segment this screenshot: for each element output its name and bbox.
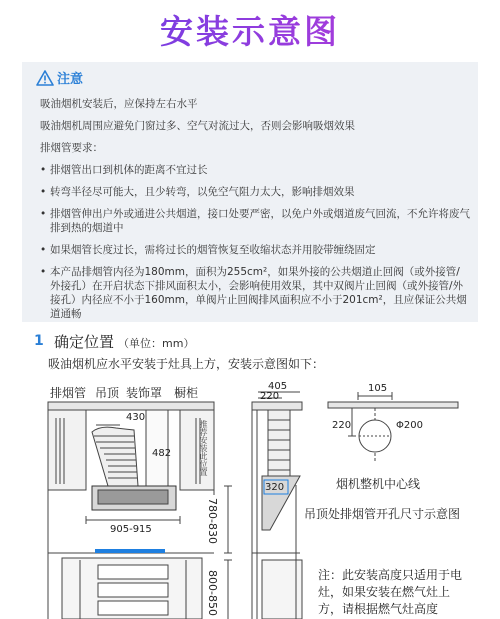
notice-heading-text: 注意: [57, 72, 84, 87]
label-ceiling-hole-title: 吊顶处排烟管开孔尺寸示意图: [304, 507, 461, 521]
notice-bullet: • 本产品排烟管内径为180mm，面积为255cm²，如果外接的公共烟道止回阀（或外接管/外接孔）在开启状态下排风面积太小，会影响使用效果，其中双阀片止回阀（或外接管/外接孔）内径应不小于160mm，单阀片止回阀排风面积应不小于201cm²，且应保证公共烟道通畅: [40, 266, 467, 320]
label-cabinet: 橱柜: [174, 386, 199, 400]
dim-220-top: 220: [260, 391, 280, 402]
section-number: 1: [34, 333, 44, 349]
label-exhaust-pipe: 排烟管: [50, 386, 87, 400]
notice-heading: [36, 68, 83, 87]
section-description: 吸油烟机应水平安装于灶具上方，安装示意图如下：: [48, 357, 325, 371]
notice-line: 排烟管要求：: [40, 142, 103, 154]
section-unit: （单位：mm）: [118, 337, 195, 350]
dim-405: 405: [268, 381, 288, 392]
notice-line: 吸油烟机安装后，应保持左右水平: [40, 98, 198, 110]
label-decor-cover: 装饰罩: [126, 386, 163, 400]
dim-105: 105: [368, 383, 388, 394]
label-ceiling: 吊顶: [95, 386, 120, 400]
vertical-note: 推荐安装此位置: [199, 420, 208, 476]
dim-780-830: 780-830: [206, 498, 219, 544]
label-hood-center-line: 烟机整机中心线: [336, 477, 421, 491]
dim-800-850: 800-850: [206, 570, 219, 616]
notice-bullet: • 转弯半径尽可能大，且少转弯，以免空气阻力太大，影响排烟效果: [40, 186, 355, 198]
dim-320: 320: [265, 482, 285, 493]
dim-430: 430: [126, 412, 146, 423]
dim-220-side: 220: [332, 420, 352, 431]
dim-phi200: Φ200: [396, 420, 423, 431]
notice-bullet: • 排烟管伸出户外或通进公共烟道，接口处要严密，以免户外或烟道废气回流，不允许将废气排到热的烟道中: [40, 208, 470, 234]
notice-bullet: • 如果烟管长度过长，需将过长的烟管恢复至收缩状态并用胶带缠绕固定: [40, 244, 376, 256]
notice-box: [22, 62, 478, 322]
notice-line: 吸油烟机周围应避免门窗过多、空气对流过大，否则会影响吸烟效果: [40, 120, 355, 132]
notice-bullet: • 排烟管出口到机体的距离不宜过长: [40, 164, 208, 176]
warning-icon: [36, 70, 54, 86]
section-title-text: 确定位置: [54, 333, 115, 351]
section-title: [54, 331, 194, 352]
dim-482: 482: [152, 448, 172, 459]
dim-905-915: 905-915: [110, 524, 152, 535]
page-title: 安装示意图: [0, 6, 500, 53]
install-height-note: 注：此安装高度只适用于电灶，如果安装在燃气灶上方，请根据燃气灶高度: [318, 568, 463, 616]
